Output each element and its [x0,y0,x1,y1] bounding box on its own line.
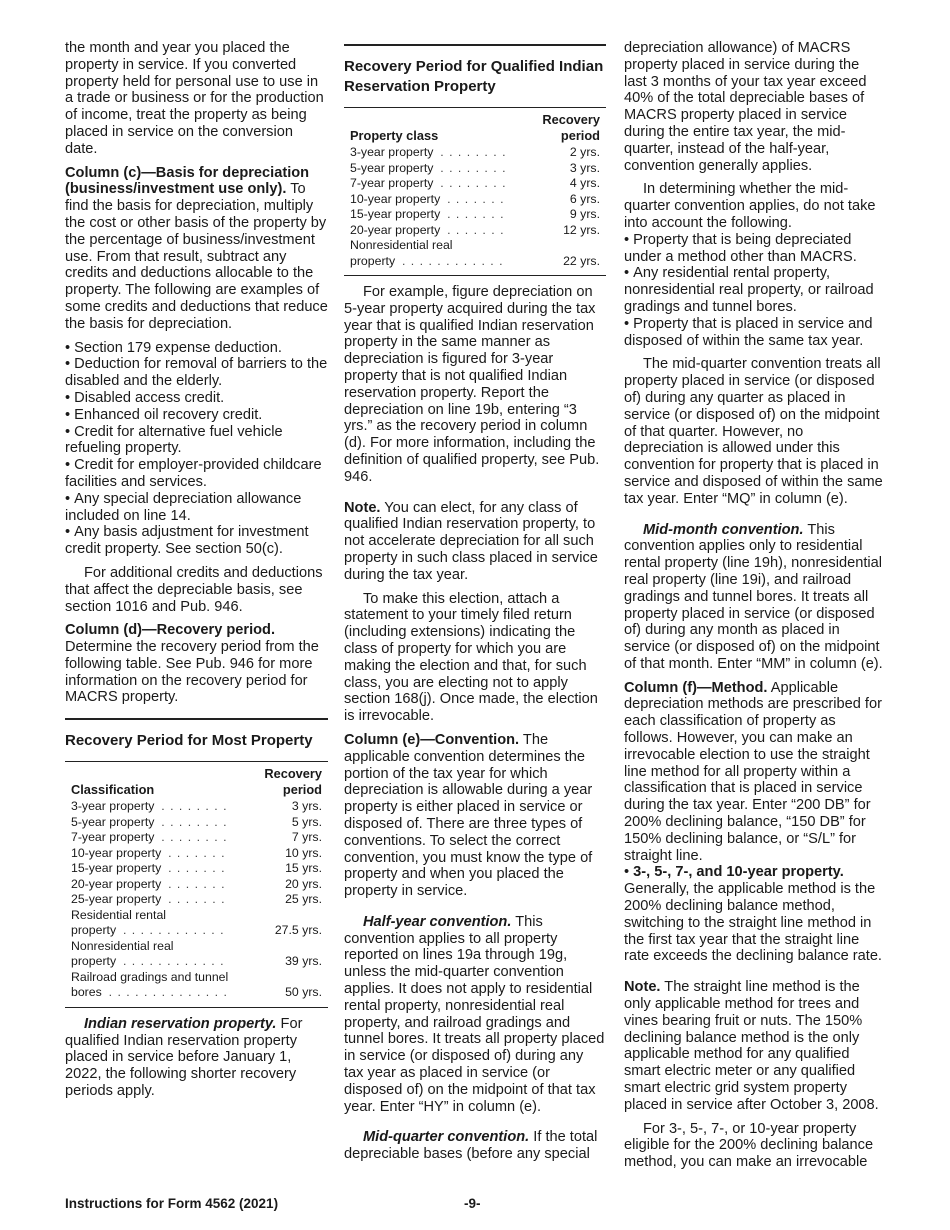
note-text: You can elect, for any class of qualified Indian reservation property, to not accelerate depreciation for all such property in such class placed in service during the tax year. [344,499,598,583]
list-item: • Deduction for removal of barriers to the disabled and the elderly. [65,356,328,390]
table-row [344,254,606,270]
table-row [65,908,328,924]
column-f-text: Applicable depreciation methods are prescribed for each classification of property as follows. However, you can make an irrevocable election to use the straight line method for all property within a classification that is placed in service during the tax year. Enter “200 DB” for 200% declining balance, “150 DB” for 150% declining balance, or “S/L” for straight line. [624,679,882,864]
row-value: 15 yrs. [285,861,322,876]
row-value: 3 yrs. [569,160,600,175]
column-2 [344,40,606,1170]
election-paragraph: To make this election, attach a statement to your timely filed return (including extensions) indicating the class of property for which you are making the election and that, for such class, you are electing not to apply section 168(j). Once made, the election is irrevocable. [344,590,598,725]
column-3 [624,40,886,1178]
row-value: 2 yrs. [569,145,600,159]
row-value: 3 yrs. [291,799,322,814]
dot-leader: . . . . . . . [447,222,505,237]
exclusion-list [624,232,886,350]
footer-form-title: Instructions for Form 4562 (2021) [65,1196,279,1211]
row-value: 39 yrs. [285,954,322,969]
dot-leader: . . . . . . . [447,207,505,221]
row-value: 50 yrs. [285,985,322,1000]
note-heading: Note. [624,979,661,996]
column-e-paragraph [344,732,606,900]
row-value: 20 yrs. [285,876,322,891]
continued-paragraph: depreciation allowance) of MACRS property placed in service during the last 3 months of your tax year exceed 40% of the total depreciable bases of MACRS property placed in service during the entire tax year, the mid-quarter, instead of the half-year, convention generally applies. [624,40,867,174]
column-d-heading: Column (d)—Recovery period. [65,622,276,639]
dot-leader: . . . . . . . . [161,830,228,845]
column-c-text: To find the basis for depreciation, multiply the cost or other basis of the property by the percentage of business/investment use. From that result, subtract any credits and deductions allocable to the property. The following are examples of some credits and deductions that reduce the basis for depreciation. [65,181,328,332]
header-text: Recovery period [542,112,600,143]
row-label: 15-year property [350,207,441,221]
note-text: The straight line method is the only applicable method for trees and vines bearing fruit or nuts. The 150% declining balance method is the only applicable method for any qualified smart electric meter or any qualified smart electric grid system property placed in service after October 3, 2008. [624,979,879,1113]
additional-credits-paragraph: For additional credits and deductions that affect the depreciable basis, see section 1016 and Pub. 946. [65,564,323,615]
most-property-table [65,761,328,1008]
column-e-text: The applicable convention determines the portion of the tax year for which depreciation is allowable during a year property is either placed in service or disposed of. There are three types of conventions. To select the correct convention, you must know the type of property and when you placed the property in service. [344,731,593,900]
list-item: • Property that is being depreciated under a method other than MACRS. [624,232,886,266]
table-row [344,207,606,223]
column-c-heading: Column (c)—Basis for depreciation (business/investment use only). [65,164,310,198]
indian-reservation-heading: Indian reservation property. [84,1015,277,1032]
row-label: 3-year property [71,799,155,814]
row-label: Nonresidential real [71,938,174,953]
list-item: • Enhanced oil recovery credit. [65,407,328,424]
dot-leader: . . . . . . . . [440,160,507,175]
dot-leader: . . . . . . . [168,876,226,891]
table-header-recovery-period [524,108,606,145]
table-row [65,799,328,815]
mid-month-text: This convention applies only to residential rental property (line 19h), nonresidential real property (line 19i), and railroad gradings and tunnel bores. It treats all property placed in service (or disposed of) during any month as placed in service (or disposed of) on the midpoint of that month. Enter “MM” in column (e). [624,521,883,672]
row-value: 27.5 yrs. [274,923,322,938]
dot-leader: . . . . . . . [447,191,505,206]
column-d-text: Determine the recovery period from the following table. See Pub. 946 for more information on the recovery period for MACRS property. [65,639,319,706]
table-row [65,954,328,970]
election-200db-paragraph: For 3-, 5-, 7-, or 10-year property eligible for the 200% declining balance method, you can make an irrevocable [624,1120,874,1171]
column-f-paragraph [624,680,886,865]
determining-paragraph: In determining whether the mid-quarter convention applies, do not take into account the following. [624,181,876,231]
mid-quarter-paragraph [344,1129,606,1163]
row-label: 10-year property [71,845,162,860]
dot-leader: . . . . . . . . [440,176,507,190]
table-row [65,892,328,908]
row-label: 7-year property [71,830,155,845]
table-row [344,192,606,208]
row-label: Railroad gradings and tunnel [71,969,229,984]
table-header-row [65,762,328,799]
list-item: • Any residential rental property, nonresidential real property, or railroad gradings and tunnel bores. [624,265,886,315]
table-row [65,815,328,831]
row-value: 25 yrs. [285,892,322,907]
row-label: property [71,923,117,938]
dot-leader: . . . . . . . . . . . . [122,954,225,969]
list-item: • Credit for alternative fuel vehicle refueling property. [65,424,328,458]
row-value: 10 yrs. [285,845,322,860]
row-label: 25-year property [71,892,162,907]
dot-leader: . . . . . . . . . . . . [122,923,225,938]
table-row [65,923,328,939]
row-label: 5-year property [350,160,434,175]
table-row [65,939,328,955]
list-item: • Disabled access credit. [65,390,328,407]
row-value: 22 yrs. [563,253,600,268]
table-row [65,830,328,846]
dot-leader: . . . . . . . [168,892,226,907]
column-c-paragraph [65,165,328,333]
indian-reservation-paragraph [65,1016,328,1100]
page-number: -9- [464,1196,481,1211]
column-d-paragraph [65,622,328,706]
note-paragraph [624,979,886,1113]
half-year-paragraph [344,914,606,1116]
table-row [65,877,328,893]
row-value: 6 yrs. [569,191,600,206]
dot-leader: . . . . . . . . [161,799,228,814]
table-header-recovery-period [246,762,328,799]
row-value: 12 yrs. [563,222,600,237]
row-label: Residential rental [71,907,167,922]
row-label: property [350,253,396,268]
example-paragraph: For example, figure depreciation on 5-year property acquired during the tax year that is qualified Indian reservation property in the same manner as depreciation is figured for 3-year property that is not qualified Indian reservation property. Report the depreciation on line 19b, entering “3 yrs.” as the recovery period in column (d). For more information, including the definition of qualified property, see Pub. 946. [344,284,600,485]
row-label: 20-year property [350,222,441,237]
table-row [344,223,606,239]
property-3-5-7-10-paragraph [624,864,886,965]
table-row [65,846,328,862]
row-label: 20-year property [71,876,162,891]
table-row [344,238,606,254]
row-label: Nonresidential real [350,238,453,252]
table-row [65,861,328,877]
property-3-5-7-10-text: Generally, the applicable method is the 200% declining balance method, switching to the straight line method in the first tax year that the straight line rate exceeds the declining balance rate. [624,881,882,965]
mid-month-paragraph [624,522,886,673]
row-label: 5-year property [71,814,155,829]
mid-month-heading: Mid-month convention. [643,521,804,538]
row-value: 7 yrs. [291,830,322,845]
header-text: Recovery period [264,766,322,797]
table-header-row [344,108,606,145]
row-label: property [71,954,117,969]
table-row [344,176,606,192]
most-property-table-title: Recovery Period for Most Property [65,732,313,750]
row-value: 4 yrs. [569,176,600,190]
row-label: 10-year property [350,191,441,206]
table-row [344,145,606,161]
row-label: 15-year property [71,861,162,876]
intro-paragraph: the month and year you placed the property in service. If you converted property held for personal use to use in a trade or business or for the production of income, treat the property as being placed in service on the conversion date. [65,40,324,157]
note-paragraph [344,500,606,584]
dot-leader: . . . . . . . . . . . . . . [108,985,228,1000]
dot-leader: . . . . . . . . [161,814,228,829]
row-label: 7-year property [350,176,434,190]
row-value: 9 yrs. [569,207,600,221]
dot-leader: . . . . . . . . . . . . [401,253,504,268]
table-header-classification: Classification [71,781,155,797]
indian-property-table-title: Recovery Period for Qualified Indian Reservation Property [344,58,604,95]
row-label: 3-year property [350,145,434,159]
half-year-text: This convention applies to all property reported on lines 19a through 19g, unless the mid-quarter convention applies. It does not apply to residential rental property, nonresidential real property, and railroad gradings and tunnel bores. It treats all property placed in service (or disposed of) during any tax year as placed in service (or disposed of) on the midpoint of that tax year. Enter “HY” in column (e). [344,913,605,1115]
property-3-5-7-10-heading: 3-, 5-, 7-, and 10-year property. [633,864,844,881]
mid-quarter-heading: Mid-quarter convention. [363,1129,530,1146]
half-year-heading: Half-year convention. [363,913,512,930]
list-item: • Any basis adjustment for investment credit property. See section 50(c). [65,524,328,558]
dot-leader: . . . . . . . . [440,145,507,159]
row-value: 5 yrs. [291,814,322,829]
mid-quarter-treatment-paragraph: The mid-quarter convention treats all property placed in service (or disposed of) during any quarter as placed in service (or disposed of) on the midpoint of that quarter. However, no depreciation is allowed under this convention for property that is placed in service and disposed of within the same tax year. Enter “MQ” in column (e). [624,356,883,507]
list-item: • Any special depreciation allowance included on line 14. [65,491,328,525]
table-header-property-class: Property class [350,127,439,143]
list-item: • Property that is placed in service and disposed of within the same tax year. [624,316,886,350]
indian-reservation-text: For qualified Indian reservation property placed in service before January 1, 2022, the following shorter recovery periods apply. [65,1015,303,1099]
column-e-heading: Column (e)—Convention. [344,731,520,748]
list-item: • Section 179 expense deduction. [65,340,328,357]
dot-leader: . . . . . . . [168,845,226,860]
column-1 [65,40,328,1107]
column-f-heading: Column (f)—Method. [624,679,768,696]
table-row [344,161,606,177]
indian-property-table [344,107,606,276]
dot-leader: . . . . . . . [168,861,226,876]
list-item: • Credit for employer-provided childcare facilities and services. [65,457,328,491]
table-row [65,985,328,1001]
basis-reduction-list [65,340,328,558]
row-label: bores [71,985,102,1000]
note-heading: Note. [344,499,381,516]
mid-quarter-text: If the total depreciable bases (before any special [344,1129,598,1163]
table-row [65,970,328,986]
